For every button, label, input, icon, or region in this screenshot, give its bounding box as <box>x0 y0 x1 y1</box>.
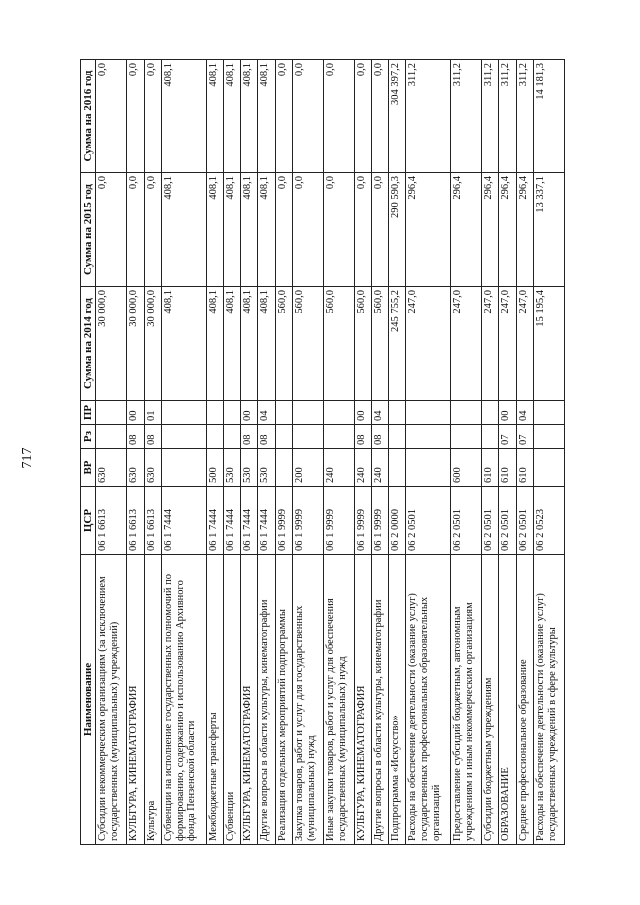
cell-rz: 08 <box>258 425 275 449</box>
cell-sum-2015: 13 337,1 <box>533 173 564 287</box>
table-row <box>144 60 161 845</box>
cell-sum-2014: 247,0 <box>406 287 451 401</box>
cell-rz <box>323 425 354 449</box>
cell-sum-2016: 311,2 <box>516 60 533 173</box>
table-row <box>241 60 258 845</box>
cell-name: КУЛЬТУРА, КИНЕМАТОГРАФИЯ <box>354 555 371 845</box>
cell-sum-2015: 296,4 <box>451 173 482 287</box>
table-row <box>371 60 388 845</box>
cell-csr: 06 1 6613 <box>144 487 161 555</box>
cell-vr <box>161 449 206 487</box>
cell-rz <box>223 425 240 449</box>
cell-sum-2014: 247,0 <box>499 287 516 401</box>
cell-rz <box>206 425 223 449</box>
cell-csr: 06 1 9999 <box>371 487 388 555</box>
table-row <box>258 60 275 845</box>
cell-sum-2014: 247,0 <box>451 287 482 401</box>
cell-vr: 240 <box>371 449 388 487</box>
cell-sum-2014: 408,1 <box>223 287 240 401</box>
cell-name: Межбюджетные трансферты <box>206 555 223 845</box>
cell-csr: 06 2 0501 <box>451 487 482 555</box>
cell-rz <box>161 425 206 449</box>
cell-csr: 06 2 0501 <box>406 487 451 555</box>
table-row <box>96 60 127 845</box>
table-row <box>292 60 323 845</box>
table-body <box>96 60 565 845</box>
cell-name: Расходы на обеспечение деятельности (оказание услуг) государственных профессиональных образовательных организаций <box>406 555 451 845</box>
cell-rz <box>96 425 127 449</box>
cell-sum-2014: 30 000,0 <box>96 287 127 401</box>
cell-rz: 08 <box>241 425 258 449</box>
cell-name: Реализация отдельных мероприятий подпрограммы <box>275 555 292 845</box>
cell-rz <box>451 425 482 449</box>
cell-name: Субвенции <box>223 555 240 845</box>
cell-sum-2016: 0,0 <box>323 60 354 173</box>
cell-name: Культура <box>144 555 161 845</box>
cell-sum-2016: 311,2 <box>482 60 499 173</box>
cell-csr: 06 1 9999 <box>323 487 354 555</box>
cell-vr: 200 <box>292 449 323 487</box>
cell-csr: 06 1 9999 <box>354 487 371 555</box>
header-csr: ЦСР <box>81 487 96 555</box>
cell-csr: 06 1 7444 <box>161 487 206 555</box>
table-row <box>482 60 499 845</box>
header-pr: ПР <box>81 401 96 425</box>
cell-vr: 630 <box>144 449 161 487</box>
cell-name: Закупка товаров, работ и услуг для государственных (муниципальных) нужд <box>292 555 323 845</box>
cell-vr <box>406 449 451 487</box>
cell-sum-2015: 296,4 <box>482 173 499 287</box>
cell-sum-2016: 311,2 <box>499 60 516 173</box>
cell-sum-2015: 408,1 <box>258 173 275 287</box>
cell-pr <box>389 401 406 425</box>
cell-sum-2016: 0,0 <box>96 60 127 173</box>
cell-vr: 610 <box>516 449 533 487</box>
cell-sum-2015: 0,0 <box>144 173 161 287</box>
cell-vr: 630 <box>96 449 127 487</box>
table-row <box>533 60 564 845</box>
cell-csr: 06 1 7444 <box>206 487 223 555</box>
cell-csr: 06 1 7444 <box>258 487 275 555</box>
cell-sum-2014: 30 000,0 <box>127 287 144 401</box>
cell-csr: 06 2 0000 <box>389 487 406 555</box>
cell-sum-2015: 290 590,3 <box>389 173 406 287</box>
cell-vr: 600 <box>451 449 482 487</box>
table-row <box>406 60 451 845</box>
cell-sum-2016: 311,2 <box>451 60 482 173</box>
cell-sum-2014: 560,0 <box>323 287 354 401</box>
cell-sum-2016: 408,1 <box>161 60 206 173</box>
cell-rz: 08 <box>127 425 144 449</box>
cell-rz <box>292 425 323 449</box>
cell-rz: 07 <box>516 425 533 449</box>
table-row <box>127 60 144 845</box>
header-sum-2014: Сумма на 2014 год <box>81 287 96 401</box>
cell-rz: 08 <box>144 425 161 449</box>
cell-csr: 06 2 0523 <box>533 487 564 555</box>
cell-pr: 00 <box>499 401 516 425</box>
cell-vr: 610 <box>499 449 516 487</box>
cell-pr <box>96 401 127 425</box>
table-header-row <box>81 60 96 845</box>
cell-name: КУЛЬТУРА, КИНЕМАТОГРАФИЯ <box>241 555 258 845</box>
table-row <box>275 60 292 845</box>
cell-vr <box>533 449 564 487</box>
cell-rz <box>406 425 451 449</box>
cell-pr: 04 <box>516 401 533 425</box>
cell-vr: 530 <box>258 449 275 487</box>
cell-csr: 06 1 7444 <box>241 487 258 555</box>
cell-sum-2015: 408,1 <box>223 173 240 287</box>
cell-sum-2014: 560,0 <box>354 287 371 401</box>
cell-csr: 06 1 6613 <box>96 487 127 555</box>
header-rz: Рз <box>81 425 96 449</box>
cell-pr: 04 <box>371 401 388 425</box>
table-row <box>516 60 533 845</box>
header-sum-2016: Сумма на 2016 год <box>81 60 96 173</box>
cell-csr: 06 1 9999 <box>275 487 292 555</box>
cell-sum-2014: 245 755,2 <box>389 287 406 401</box>
cell-sum-2016: 0,0 <box>354 60 371 173</box>
cell-sum-2016: 0,0 <box>292 60 323 173</box>
cell-sum-2014: 560,0 <box>275 287 292 401</box>
cell-sum-2016: 0,0 <box>144 60 161 173</box>
cell-rz <box>389 425 406 449</box>
cell-sum-2015: 408,1 <box>241 173 258 287</box>
cell-pr <box>206 401 223 425</box>
cell-sum-2016: 14 181,3 <box>533 60 564 173</box>
cell-pr: 00 <box>127 401 144 425</box>
cell-sum-2016: 311,2 <box>406 60 451 173</box>
cell-name: Среднее профессиональное образование <box>516 555 533 845</box>
cell-sum-2015: 0,0 <box>127 173 144 287</box>
cell-sum-2015: 296,4 <box>406 173 451 287</box>
table-row <box>499 60 516 845</box>
cell-sum-2015: 296,4 <box>516 173 533 287</box>
cell-csr: 06 1 9999 <box>292 487 323 555</box>
cell-sum-2014: 247,0 <box>516 287 533 401</box>
cell-sum-2014: 408,1 <box>161 287 206 401</box>
cell-sum-2016: 408,1 <box>258 60 275 173</box>
cell-sum-2015: 296,4 <box>499 173 516 287</box>
cell-vr: 240 <box>354 449 371 487</box>
cell-sum-2016: 0,0 <box>371 60 388 173</box>
cell-sum-2015: 0,0 <box>323 173 354 287</box>
cell-rz: 08 <box>354 425 371 449</box>
cell-name: Субсидии некоммерческим организациям (за исключением государственных (муниципальных) учреждений) <box>96 555 127 845</box>
cell-pr <box>292 401 323 425</box>
cell-pr <box>533 401 564 425</box>
cell-pr: 00 <box>354 401 371 425</box>
cell-sum-2014: 408,1 <box>206 287 223 401</box>
cell-sum-2014: 408,1 <box>258 287 275 401</box>
cell-vr: 500 <box>206 449 223 487</box>
table-row <box>451 60 482 845</box>
cell-csr: 06 2 0501 <box>499 487 516 555</box>
cell-pr <box>323 401 354 425</box>
cell-pr: 04 <box>258 401 275 425</box>
budget-table-container <box>80 60 565 845</box>
cell-rz <box>482 425 499 449</box>
cell-pr: 01 <box>144 401 161 425</box>
cell-sum-2015: 0,0 <box>292 173 323 287</box>
budget-table <box>80 59 565 845</box>
table-row <box>323 60 354 845</box>
cell-pr: 00 <box>241 401 258 425</box>
cell-sum-2015: 0,0 <box>371 173 388 287</box>
cell-sum-2016: 408,1 <box>223 60 240 173</box>
header-sum-2015: Сумма на 2015 год <box>81 173 96 287</box>
cell-sum-2016: 304 397,2 <box>389 60 406 173</box>
cell-sum-2015: 408,1 <box>161 173 206 287</box>
cell-csr: 06 2 0501 <box>516 487 533 555</box>
cell-sum-2014: 30 000,0 <box>144 287 161 401</box>
cell-vr: 630 <box>127 449 144 487</box>
cell-rz <box>533 425 564 449</box>
cell-rz: 08 <box>371 425 388 449</box>
cell-pr <box>482 401 499 425</box>
cell-rz: 07 <box>499 425 516 449</box>
cell-sum-2014: 15 195,4 <box>533 287 564 401</box>
cell-csr: 06 2 0501 <box>482 487 499 555</box>
cell-sum-2015: 0,0 <box>354 173 371 287</box>
cell-name: Предоставление субсидий бюджетным, автономным учреждениям и иным некоммерческим организациям <box>451 555 482 845</box>
cell-vr: 530 <box>241 449 258 487</box>
cell-name: Субсидии бюджетным учреждениям <box>482 555 499 845</box>
cell-csr: 06 1 7444 <box>223 487 240 555</box>
cell-vr: 530 <box>223 449 240 487</box>
cell-vr: 610 <box>482 449 499 487</box>
cell-vr <box>389 449 406 487</box>
cell-pr <box>223 401 240 425</box>
cell-name: ОБРАЗОВАНИЕ <box>499 555 516 845</box>
table-row <box>223 60 240 845</box>
cell-sum-2014: 560,0 <box>292 287 323 401</box>
table-row <box>389 60 406 845</box>
cell-name: Другие вопросы в области культуры, кинематографии <box>371 555 388 845</box>
table-row <box>161 60 206 845</box>
page-number: 717 <box>20 447 35 469</box>
cell-pr <box>161 401 206 425</box>
table-row <box>354 60 371 845</box>
cell-sum-2015: 0,0 <box>275 173 292 287</box>
cell-name: Подпрограмма «Искусство» <box>389 555 406 845</box>
header-vr: ВР <box>81 449 96 487</box>
cell-sum-2016: 0,0 <box>127 60 144 173</box>
cell-pr <box>451 401 482 425</box>
cell-name: Другие вопросы в области культуры, кинематографии <box>258 555 275 845</box>
cell-sum-2014: 408,1 <box>241 287 258 401</box>
cell-csr: 06 1 6613 <box>127 487 144 555</box>
cell-pr <box>275 401 292 425</box>
cell-sum-2016: 0,0 <box>275 60 292 173</box>
cell-sum-2016: 408,1 <box>206 60 223 173</box>
cell-name: Расходы на обеспечение деятельности (оказание услуг) государственных учреждений в сфере культуры <box>533 555 564 845</box>
cell-sum-2014: 560,0 <box>371 287 388 401</box>
cell-name: КУЛЬТУРА, КИНЕМАТОГРАФИЯ <box>127 555 144 845</box>
cell-rz <box>275 425 292 449</box>
cell-sum-2015: 408,1 <box>206 173 223 287</box>
cell-name: Субвенции на исполнение государственных полномочий по формированию, содержанию и использованию Архивного фонда Пензенской области <box>161 555 206 845</box>
cell-vr <box>275 449 292 487</box>
cell-sum-2016: 408,1 <box>241 60 258 173</box>
cell-sum-2015: 0,0 <box>96 173 127 287</box>
cell-vr: 240 <box>323 449 354 487</box>
cell-name: Иные закупки товаров, работ и услуг для обеспечения государственных (муниципальных) нужд <box>323 555 354 845</box>
table-row <box>206 60 223 845</box>
cell-sum-2014: 247,0 <box>482 287 499 401</box>
cell-pr <box>406 401 451 425</box>
header-name: Наименование <box>81 555 96 845</box>
